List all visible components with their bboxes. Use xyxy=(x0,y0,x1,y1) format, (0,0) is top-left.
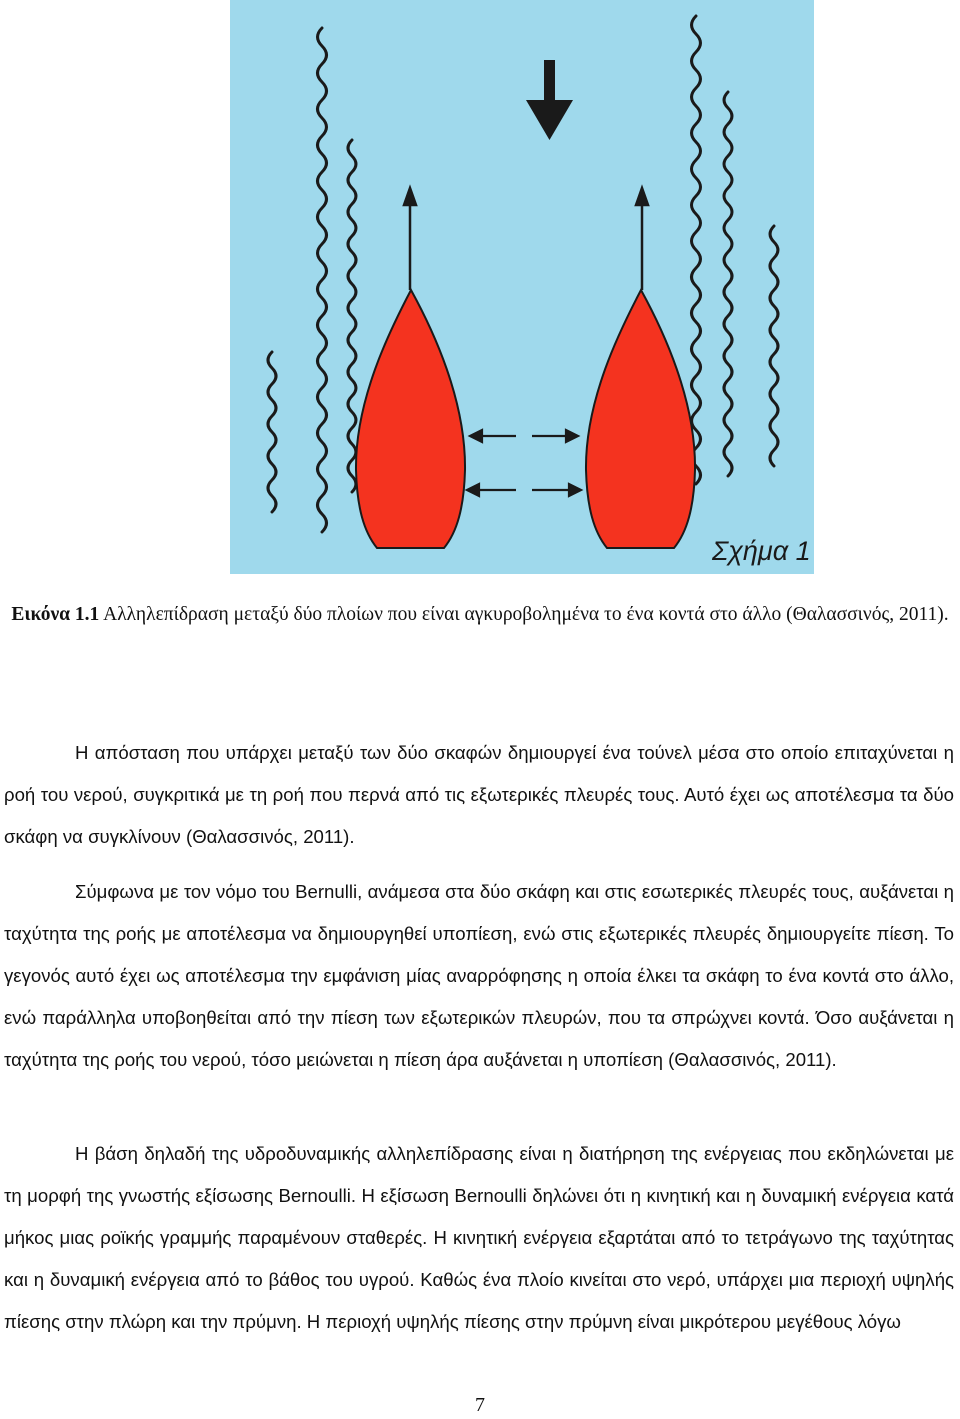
figure-label: Σχήμα 1 xyxy=(712,536,811,566)
figure-caption xyxy=(0,598,960,632)
paragraph-2: Σύμφωνα με τον νόμο του Bernulli, ανάμεσα στα δύο σκάφη και στις εσωτερικές πλευρές τους, αυξάνεται η ταχύτητα της ροής με αποτέλεσμα να δημιουργηθεί υποπίεση, ενώ στις εξωτερικές πλευρές δημιουργείτε πίεση. Το γεγονός αυτό έχει ως αποτέλεσμα την εμφάνιση μίας αναρρόφησης η οποία έλκει τα σκάφη το ένα κοντά στο άλλο, ενώ παράλληλα υποβοηθείται από την πίεση των εξωτερικών πλευρών, που τα σπρώχνει κοντά. Όσο αυξάνεται η ταχύτητα της ροής του νερού, τόσο μειώνεται η πίεση άρα αυξάνεται η υποπίεση (Θαλασσινός, 2011). xyxy=(4,881,954,1070)
paragraph-3-container xyxy=(4,1133,954,1343)
paragraph-3: Η βάση δηλαδή της υδροδυναμικής αλληλεπίδρασης είναι η διατήρηση της ενέργειας που εκδηλώνεται με τη μορφή της γνωστής εξίσωσης Bernoulli. Η εξίσωση Bernoulli δηλώνει ότι η κινητική και η δυναμική ενέργεια κατά μήκος μιας ροϊκής γραμμής παραμένουν σταθερές. Η κινητική ενέργεια εξαρτάται από το τετράγωνο της ταχύτητας και η δυναμική ενέργεια από το βάθος του υγρού. Καθώς ένα πλοίο κινείται στο νερό, υπάρχει μια περιοχή υψηλής πίεσης στην πλώρη και την πρύμνη. Η περιοχή υψηλής πίεσης στην πρύμνη είναι μικρότερου μεγέθους λόγω xyxy=(4,1143,954,1332)
paragraph-1-container xyxy=(4,732,954,858)
boat-interaction-figure xyxy=(230,0,814,574)
caption-text: Αλληλεπίδραση μεταξύ δύο πλοίων που είναι αγκυροβολημένα το ένα κοντά στο άλλο (Θαλασσινός, 2011). xyxy=(99,604,949,625)
paragraph-1: Η απόσταση που υπάρχει μεταξύ των δύο σκαφών δημιουργεί ένα τούνελ μέσα στο οποίο επιταχύνεται η ροή του νερού, συγκριτικά με τη ροή που περνά από τις εξωτερικές πλευρές τους. Αυτό έχει ως αποτέλεσμα τα δύο σκάφη να συγκλίνουν (Θαλασσινός, 2011). xyxy=(4,742,954,847)
page-number: 7 xyxy=(475,1394,485,1416)
paragraph-2-container xyxy=(4,871,954,1081)
caption-prefix: Εικόνα 1.1 xyxy=(11,604,100,625)
